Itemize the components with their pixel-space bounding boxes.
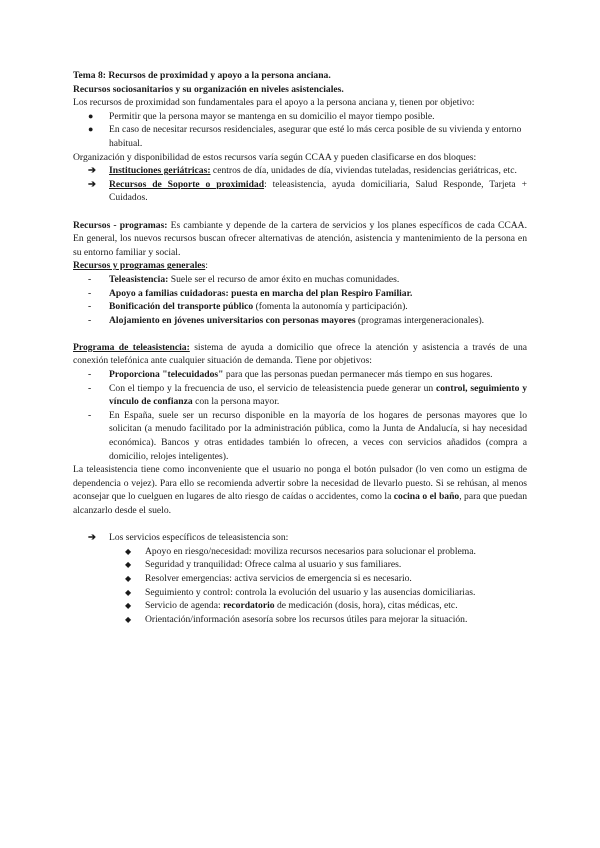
organization-paragraph: Organización y disponibilidad de estos recursos varía según CCAA y pueden clasificarse en dos bloques: <box>73 151 477 163</box>
teleassistance-paragraph: Programa de teleasistencia: sistema de ayuda a domicilio que ofrece la atención y asistencia a través de una conexión telefónica ante cualquier situación de demanda. Tiene por objetivos: <box>73 341 527 367</box>
page-title: Tema 8: Recursos de proximidad y apoyo a la persona anciana. <box>73 70 331 81</box>
dash-icon: - <box>88 409 92 421</box>
diamond-bullet-icon: ◆ <box>125 546 132 556</box>
dash-icon: - <box>88 382 92 394</box>
services-intro: ➔ Los servicios específicos de teleasistencia son: <box>88 532 289 544</box>
dash-icon: - <box>88 273 92 285</box>
general-heading: Recursos y programas generales: <box>73 260 208 272</box>
service-item: ◆ Orientación/información asesoría sobre los recursos útiles para mejorar la situación. <box>125 613 468 625</box>
service-item: ◆ Seguimiento y control: controla la evolución del usuario y las ausencias domiciliarias. <box>125 586 476 598</box>
dash-icon: - <box>88 287 92 299</box>
dash-icon: - <box>88 301 92 313</box>
block-item: ➔ Recursos de Soporte o proximidad: teleasistencia, ayuda domiciliaria, Salud Responde, Tarjeta + Cuidados. <box>88 178 527 204</box>
general-item: - Apoyo a familias cuidadoras: puesta en marcha del plan Respiro Familiar. <box>88 287 413 299</box>
document-body <box>73 69 527 626</box>
service-item: ◆ Seguridad y tranquilidad: Ofrece calma al usuario y sus familiares. <box>125 559 402 571</box>
bullet-icon: ● <box>88 110 94 121</box>
arrow-right-icon: ➔ <box>88 178 97 190</box>
teleassistance-label: Programa de teleasistencia: <box>73 341 190 353</box>
arrow-right-icon: ➔ <box>88 532 97 544</box>
programs-paragraph: Recursos - programas: Es cambiante y depende de la cartera de servicios y los planes específicos de cada CCAA. En general, los nuevos recursos buscan ofrecer alternativas de atención, asistencia y mantenimiento de la persona en su entorno familiar y social. <box>73 219 527 258</box>
dash-icon: - <box>88 369 92 381</box>
service-item: ◆ Servicio de agenda: recordatorio de medicación (dosis, hora), citas médicas, etc. <box>125 600 458 612</box>
service-item: ◆ Apoyo en riesgo/necesidad: moviliza recursos necesarios para solucionar el problema. <box>125 545 476 557</box>
block-item: ➔ Instituciones geriátricas: centros de día, unidades de día, viviendas tuteladas, residencias geriátricas, etc. <box>88 165 517 177</box>
general-item: - Teleasistencia: Suele ser el recurso de amor éxito en muchas comunidades. <box>88 273 400 285</box>
programs-label: Recursos - programas: <box>73 219 168 231</box>
service-item: ◆ Resolver emergencias: activa servicios de emergencia si es necesario. <box>125 572 412 584</box>
arrow-right-icon: ➔ <box>88 165 97 177</box>
block-label: Instituciones geriátricas: <box>109 165 211 177</box>
dash-icon: - <box>88 314 92 326</box>
teleassistance-item: - Proporciona "telecuidados" para que las personas puedan permanecer más tiempo en sus hogares. <box>88 369 493 381</box>
diamond-bullet-icon: ◆ <box>125 614 132 624</box>
objective-item: ● Permitir que la persona mayor se mantenga en su domicilio el mayor tiempo posible. <box>88 110 435 122</box>
general-item: - Bonificación del transporte público (fomenta la autonomía y participación). <box>88 301 408 313</box>
bullet-icon: ● <box>88 124 94 135</box>
general-item: - Alojamiento en jóvenes universitarios con personas mayores (programas intergeneracionales). <box>88 314 485 326</box>
teleassistance-item: - En España, suele ser un recurso disponible en la mayoría de los hogares de personas mayores que lo solicitan (a menudo facilitado por la administración pública, como la Junta de Andalucía, si hay necesidad económica). Bancos y otras entidades también lo ofrecen, a veces con servicios añadidos (compra a domicilio, relojes inteligentes). <box>88 409 527 462</box>
page-subtitle: Recursos sociosanitarios y su organización en niveles asistenciales. <box>73 83 344 95</box>
diamond-bullet-icon: ◆ <box>125 587 132 597</box>
diamond-bullet-icon: ◆ <box>125 560 132 570</box>
block-label: Recursos de Soporte o proximidad <box>109 178 265 190</box>
intro-paragraph: Los recursos de proximidad son fundamentales para el apoyo a la persona anciana y, tienen por objetivo: <box>73 97 475 109</box>
teleassistance-item: - Con el tiempo y la frecuencia de uso, el servicio de teleasistencia puede generar un control, seguimiento y vínculo de confianza con la persona mayor. <box>88 382 527 408</box>
teleassistance-closing: La teleasistencia tiene como inconveniente que el usuario no ponga el botón pulsador (lo ven como un estigma de dependencia o vejez). Para ello se recomienda advertir sobre la necesidad de llevarlo puesto. Si se rehúsan, al menos aconsejar que lo cuelguen en lugares de alto riesgo de caídas o accidentes, como la cocina o el baño, para que puedan alcanzarlo desde el suelo. <box>73 464 527 516</box>
diamond-bullet-icon: ◆ <box>125 601 132 611</box>
objective-item: ● En caso de necesitar recursos residenciales, asegurar que esté lo más cerca posible de su vivienda y entorno habitual. <box>88 124 522 149</box>
diamond-bullet-icon: ◆ <box>125 573 132 583</box>
